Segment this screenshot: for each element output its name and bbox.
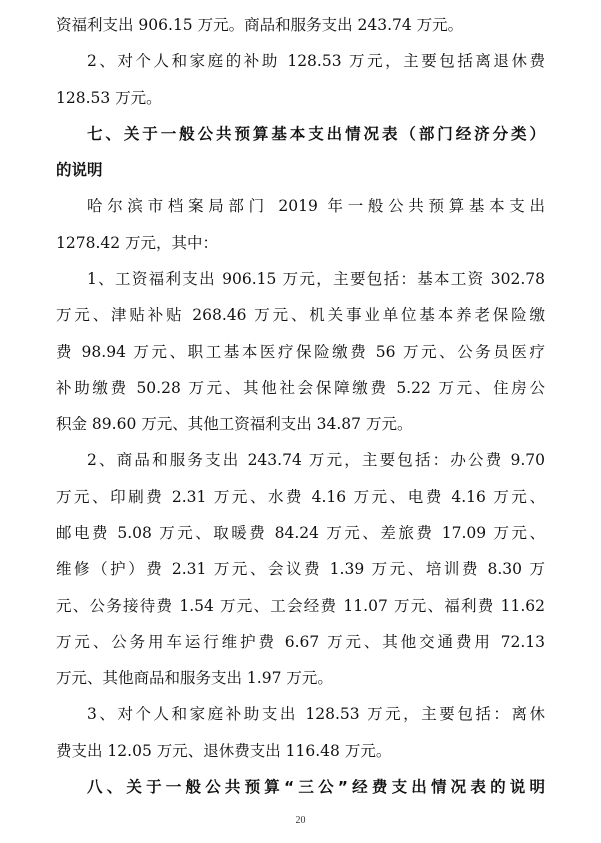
text-line: 1、工资福利支出 906.15 万元，主要包括：基本工资 302.78 <box>87 270 545 288</box>
text-line: 万元、公务用车运行维护费 6.67 万元、其他交通费用 72.13 <box>56 633 545 651</box>
section-heading: 的说明 <box>56 161 103 179</box>
section-heading: 八、关于一般公共预算“三公”经费支出情况表的说明 <box>87 778 545 796</box>
text-line: 邮电费 5.08 万元、取暖费 84.24 万元、差旅费 17.09 万元、 <box>56 524 545 542</box>
text-line: 补助缴费 50.28 万元、其他社会保障缴费 5.22 万元、住房公 <box>56 379 545 397</box>
page-number: 20 <box>295 815 306 826</box>
text-line: 万元、印刷费 2.31 万元、水费 4.16 万元、电费 4.16 万元、 <box>56 488 545 506</box>
text-line: 费 98.94 万元、职工基本医疗保险缴费 56 万元、公务员医疗 <box>56 343 545 361</box>
text-line: 元、公务接待费 1.54 万元、工会经费 11.07 万元、福利费 11.62 <box>56 597 545 615</box>
text-line: 万元、津贴补贴 268.46 万元、机关事业单位基本养老保险缴 <box>56 306 545 324</box>
text-line: 哈尔滨市档案局部门 2019 年一般公共预算基本支出 <box>87 197 545 215</box>
text-line: 1278.42 万元，其中： <box>56 234 219 252</box>
text-line: 维修（护）费 2.31 万元、会议费 1.39 万元、培训费 8.30 万 <box>56 560 545 578</box>
text-line: 万元、其他商品和服务支出 1.97 万元。 <box>56 669 333 687</box>
text-line: 费支出 12.05 万元、退休费支出 116.48 万元。 <box>56 742 392 760</box>
text-line: 3、对个人和家庭补助支出 128.53 万元，主要包括：离休 <box>87 705 545 723</box>
text-line: 资福利支出 906.15 万元。商品和服务支出 243.74 万元。 <box>56 16 464 34</box>
text-line: 积金 89.60 万元、其他工资福利支出 34.87 万元。 <box>56 415 413 433</box>
section-heading: 七、关于一般公共预算基本支出情况表（部门经济分类） <box>87 125 545 143</box>
text-line: 2、对个人和家庭的补助 128.53 万元，主要包括离退休费 <box>87 52 545 70</box>
text-line: 2、商品和服务支出 243.74 万元，主要包括：办公费 9.70 <box>87 451 545 469</box>
text-line: 128.53 万元。 <box>56 89 162 107</box>
